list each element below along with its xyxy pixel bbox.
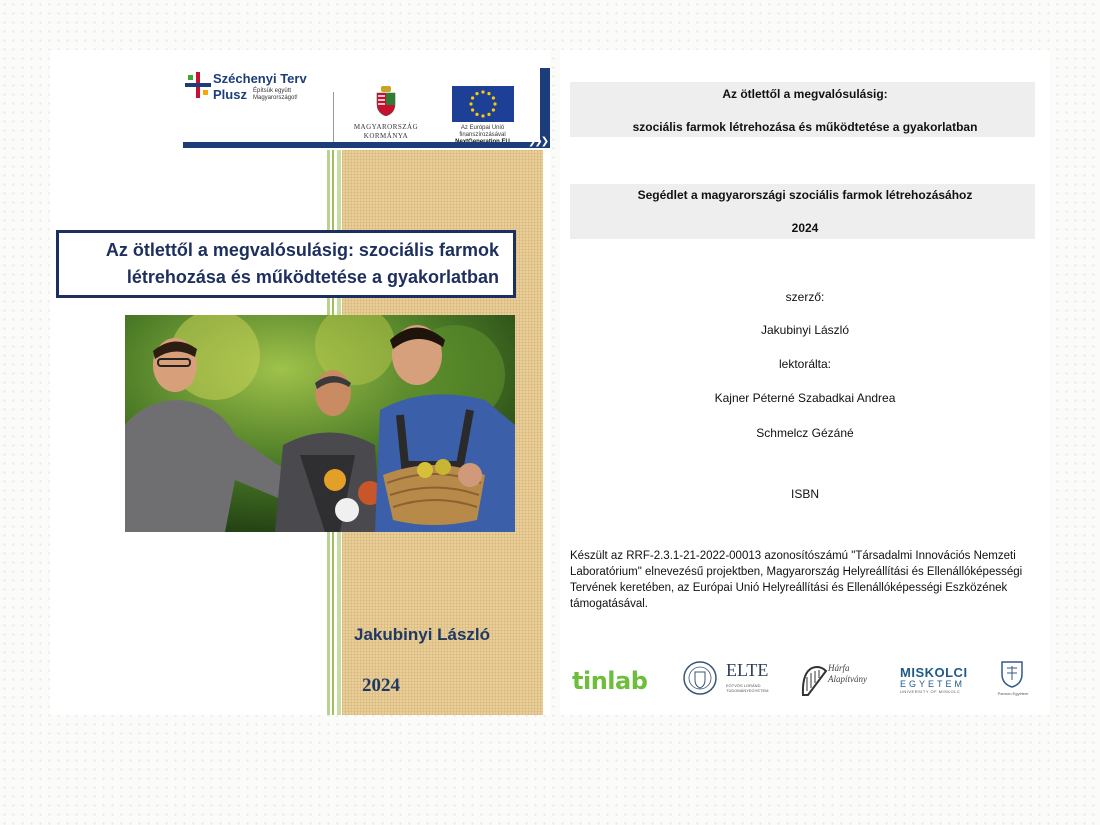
title-page-year: 2024 bbox=[791, 221, 819, 235]
elte-logo-subtext: EÖTVÖS LORÁND TUDOMÁNYEGYETEM bbox=[726, 683, 769, 693]
miskolci-logo-line-1: MISKOLCI bbox=[900, 665, 968, 680]
funding-statement: Készült az RRF-2.3.1-21-2022-00013 azonosítószámú "Társadalmi Innovációs Nemzeti Laboratórium" elnevezésű projektben, Magyarország Helyreállítási és Ellenállóképességi Tervének keretében, az Európai Unió Helyreállítási és Ellenállóképességi Eszközének támogatásával. bbox=[570, 550, 1023, 610]
szechenyi-plusz: Plusz bbox=[213, 87, 247, 102]
eu-line-1: Az Európai Unió bbox=[460, 125, 505, 131]
elte-seal-icon bbox=[682, 660, 718, 696]
partner-logos bbox=[570, 655, 1040, 705]
miskolci-logo-line-2: EGYETEM bbox=[900, 679, 966, 689]
szechenyi-cross-icon bbox=[185, 72, 211, 98]
reviewer-2: Schmelcz Gézáné bbox=[756, 426, 854, 440]
miskolci-logo-line-3: UNIVERSITY OF MISKOLC bbox=[900, 689, 961, 694]
reviewer-1: Kajner Péterné Szabadkai Andrea bbox=[714, 391, 896, 405]
harfa-logo-text: Hárfa Alapítvány bbox=[828, 663, 867, 684]
harp-icon bbox=[800, 665, 828, 697]
tinlab-logo: tinlab bbox=[572, 667, 648, 695]
cover-year: 2024 bbox=[362, 675, 400, 696]
hungarian-coat-of-arms-icon bbox=[375, 86, 397, 116]
title-page bbox=[560, 50, 1050, 715]
cover-title-box bbox=[56, 230, 516, 298]
main-title-line-2: szociális farmok létrehozása és működtetése a gyakorlatban bbox=[632, 120, 978, 134]
subtitle: Segédlet a magyarországi szociális farmok létrehozásához bbox=[637, 188, 973, 202]
reviewer-label: lektorálta: bbox=[778, 357, 832, 371]
cover-author: Jakubinyi László bbox=[354, 625, 491, 644]
gov-line-1: MAGYARORSZÁG bbox=[353, 123, 419, 131]
isbn-label: ISBN bbox=[790, 487, 819, 501]
banner-bottom-bar bbox=[183, 142, 550, 148]
government-logo bbox=[346, 86, 426, 141]
eu-logo bbox=[445, 86, 520, 146]
banner-divider bbox=[333, 92, 334, 142]
book-cover bbox=[50, 50, 550, 715]
eu-flag-icon bbox=[452, 86, 514, 122]
cover-photo bbox=[125, 315, 515, 532]
author-name: Jakubinyi László bbox=[760, 323, 850, 337]
elte-logo-text: ELTE bbox=[726, 660, 769, 680]
pannon-logo-text: Pannon Egyetem bbox=[997, 691, 1029, 696]
gov-line-2: KORMÁNYA bbox=[363, 132, 409, 140]
main-title-line-1: Az ötlettől a megvalósulásig: bbox=[722, 87, 888, 101]
szechenyi-slogan: Építsük együtt Magyarországot! bbox=[253, 88, 298, 101]
pannon-shield-icon bbox=[1000, 660, 1024, 688]
cover-title-line-1: Az ötlettől a megvalósulásig: szociális farmok bbox=[105, 240, 499, 260]
eu-line-2: finanszírozásával bbox=[459, 132, 506, 138]
cover-title-line-2: létrehozása és működtetése a gyakorlatban bbox=[126, 267, 499, 287]
szechenyi-title: Széchenyi Terv bbox=[213, 71, 307, 86]
chevrons-icon: ❯❯❯ bbox=[528, 136, 548, 147]
funding-banner bbox=[183, 68, 550, 148]
author-label: szerző: bbox=[785, 290, 825, 304]
